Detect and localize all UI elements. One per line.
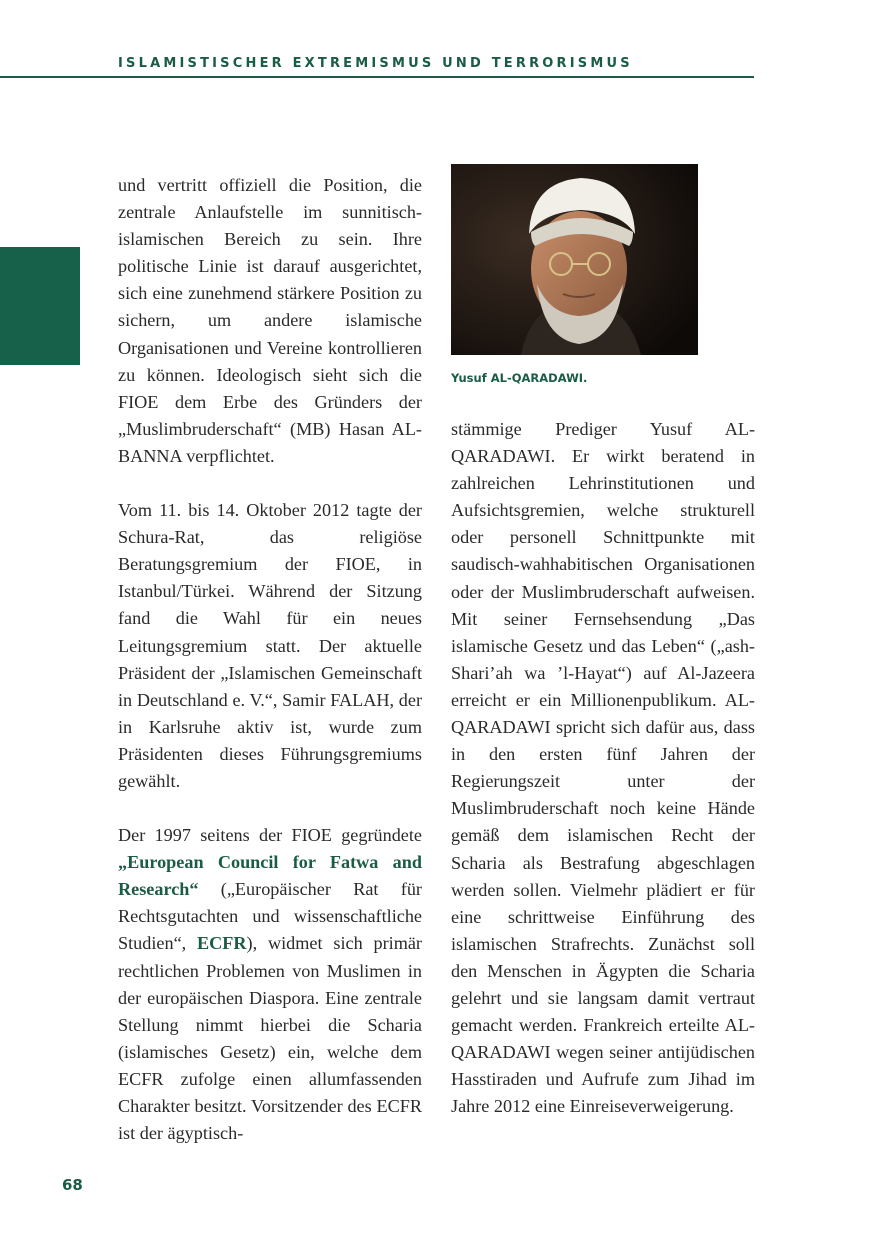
portrait-photo [451,164,698,355]
paragraph-fioe-position: und vertritt offiziell die Position, die zentrale Anlaufstelle im sunnitisch-islamischen Bereich zu sein. Ihre politische Linie ist darauf ausgerichtet, sich eine zunehmend stärkere Position zu sichern, um andere islamische Organisationen und Vereine kontrollieren zu können. Ideologisch sieht sich die FIOE dem Erbe des Gründers der „Muslimbruderschaft“ (MB) Hasan AL-BANNA verpflichtet. [118,175,422,466]
ecfr-translation-text: („Europäischer Rat für Rechtsgutachten und wissenschaftliche Studien“, [118,879,422,954]
header-rule [0,76,754,78]
paragraph-qaradawi: stämmige Prediger Yusuf AL-QARADAWI. Er wirkt beratend in zahlreichen Lehrinstitutionen und Aufsichtsgremien, welche strukturell oder personell Schnittpunkte mit saudisch-wahhabitischen Organisationen oder der Muslimbruderschaft aufweisen. Mit seiner Fernsehsendung „Das islamische Gesetz und das Leben“ („ash-Shari’ah wa ’l-Hayat“) auf Al-Jazeera erreicht er ein Millionenpublikum. AL-QARADAWI spricht sich dafür aus, dass in den ersten fünf Jahren der Regierungszeit unter der Muslimbruderschaft noch keine Hände gemäß dem islamischen Recht der Scharia als Bestrafung abgeschlagen werden sollen. Vielmehr plädiert er für eine schrittweise Einführung des islamischen Strafrechts. Zunächst soll den Menschen in Ägypten die Scharia gelehrt und sie langsam damit vertraut gemacht werden. Frankreich erteilte AL-QARADAWI wegen seiner antijüdischen Hasstiraden und Aufrufe zum Jihad im Jahre 2012 eine Einreiseverweigerung. [451,419,755,1117]
paragraph-schura-council: Vom 11. bis 14. Oktober 2012 tagte der Schura-Rat, das religiöse Beratungsgremium der FIOE, in Istanbul/Türkei. Während der Sitzung fand die Wahl für ein neues Leitungsgremium statt. Der aktuelle Präsident der „Islamischen Gemeinschaft in Deutschland e. V.“, Samir FALAH, der in Karlsruhe aktiv ist, wurde zum Präsidenten dieses Führungsgremiums gewählt. [118,500,422,791]
left-text-column [118,172,422,1147]
portrait-illustration [451,164,698,355]
ecfr-acronym: ECFR [197,933,247,954]
page-number: 68 [62,1176,83,1194]
chapter-side-tab [0,247,80,365]
running-header: ISLAMISTISCHER EXTREMISMUS UND TERRORISMUS [118,56,633,71]
ecfr-rest-text: ), widmet sich primär rechtlichen Problemen von Muslimen in der europäischen Diaspora. Eine zentrale Stellung nimmt hierbei die Scharia (islamisches Gesetz) ein, welche dem ECFR zufolge einen allumfassenden Charakter besitzt. Vorsitzender des ECFR ist der ägyptisch- [118,933,422,1144]
right-text-column [451,416,755,1120]
ecfr-intro-text: Der 1997 seitens der FIOE gegründete [118,825,422,846]
photo-caption: Yusuf AL-QARADAWI. [451,371,588,385]
paragraph-ecfr [118,822,422,1147]
ecfr-council-name: „European Council for Fatwa and Research“ [118,852,422,900]
